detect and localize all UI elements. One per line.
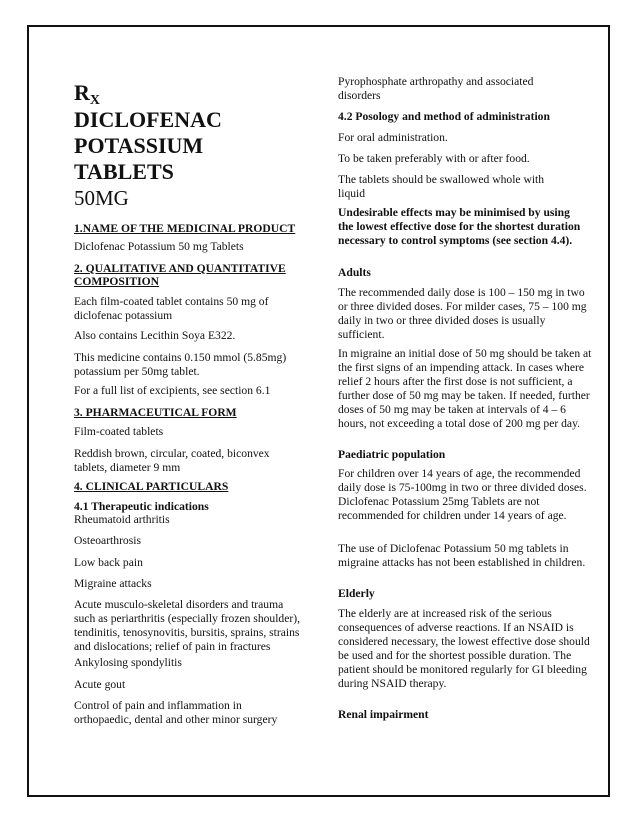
section-4-1-heading: 4.1 Therapeutic indications [74, 500, 209, 513]
renal-heading: Renal impairment [338, 708, 429, 721]
section-2-para-2: Also contains Lecithin Soya E322. [74, 329, 236, 342]
title-line-3: TABLETS [74, 159, 174, 184]
paediatric-para-2: The use of Diclofenac Potassium 50 mg tablets in migraine attacks has not been established in children. [338, 542, 586, 569]
indication-item: Migraine attacks [74, 577, 152, 590]
indication-item: Acute gout [74, 678, 126, 691]
paediatric-para-1: For children over 14 years of age, the recommended daily dose is 75-100mg in two or three divided doses. Diclofenac Potassium 25mg Tablets are not recommended for children under 14 years of age. [338, 467, 587, 522]
indication-item: Control of pain and inflammation in orthopaedic, dental and other minor surgery [74, 699, 278, 726]
indication-item: Osteoarthrosis [74, 534, 141, 547]
product-title [74, 107, 222, 185]
section-4-2-heading: 4.2 Posology and method of administration [338, 110, 550, 123]
right-para-2: To be taken preferably with or after food. [338, 152, 530, 165]
indication-item: Rheumatoid arthritis [74, 513, 170, 526]
section-4-heading: 4. CLINICAL PARTICULARS [74, 480, 229, 493]
right-para-3: The tablets should be swallowed whole with liquid [338, 173, 545, 200]
title-line-2: POTASSIUM [74, 133, 204, 158]
elderly-para-1: The elderly are at increased risk of the serious consequences of adverse reactions. If an NSAID is considered necessary, the lowest effective dose should be used and for the shortest possible duration. The patient should be monitored regularly for GI bleeding during NSAID therapy. [338, 607, 590, 690]
adults-para-2: In migraine an initial dose of 50 mg should be taken at the first signs of an impending attack. In cases where relief 2 hours after the first dose is not sufficient, a further dose of 50 mg may be taken. If needed, further doses of 50 mg may be taken at intervals of 4 – 6 hours, not exceeding a total dose of 200 mg per day. [338, 347, 592, 430]
section-2-para-1: Each film-coated tablet contains 50 mg of diclofenac potassium [74, 295, 269, 322]
section-3-heading: 3. PHARMACEUTICAL FORM [74, 406, 237, 419]
right-para-1: For oral administration. [338, 131, 448, 144]
right-para-0: Pyrophosphate arthropathy and associated disorders [338, 75, 534, 102]
section-2-para-4: For a full list of excipients, see section 6.1 [74, 384, 271, 397]
section-1-text: Diclofenac Potassium 50 mg Tablets [74, 240, 244, 253]
paediatric-heading: Paediatric population [338, 448, 446, 461]
product-strength: 50MG [74, 186, 129, 210]
indication-item: Acute musculo-skeletal disorders and trauma such as periarthritis (especially frozen shoulder), tendinitis, tenosynovitis, bursitis, sprains, strains and dislocations; relief of pain in fractures [74, 598, 300, 653]
adults-heading: Adults [338, 266, 371, 279]
dose-warning: Undesirable effects may be minimised by using the lowest effective dose for the shortest duration necessary to control symptoms (see section 4.4). [338, 206, 581, 247]
elderly-heading: Elderly [338, 587, 375, 600]
section-3-para-1: Film-coated tablets [74, 425, 164, 438]
rx-symbol: $R_X$ [74, 80, 101, 108]
title-line-1: DICLOFENAC [74, 107, 222, 132]
section-2-heading: 2. QUALITATIVE AND QUANTITATIVE COMPOSITION [74, 262, 286, 288]
adults-para-1: The recommended daily dose is 100 – 150 mg in two or three divided doses. For milder cases, 75 – 100 mg daily in two or three divided doses is usually sufficient. [338, 286, 587, 341]
indication-item: Ankylosing spondylitis [74, 656, 182, 669]
section-3-para-2: Reddish brown, circular, coated, biconvex tablets, diameter 9 mm [74, 447, 270, 474]
section-1-heading: 1.NAME OF THE MEDICINAL PRODUCT [74, 222, 296, 235]
section-2-para-3: This medicine contains 0.150 mmol (5.85mg) potassium per 50mg tablet. [74, 351, 287, 378]
indication-item: Low back pain [74, 556, 143, 569]
